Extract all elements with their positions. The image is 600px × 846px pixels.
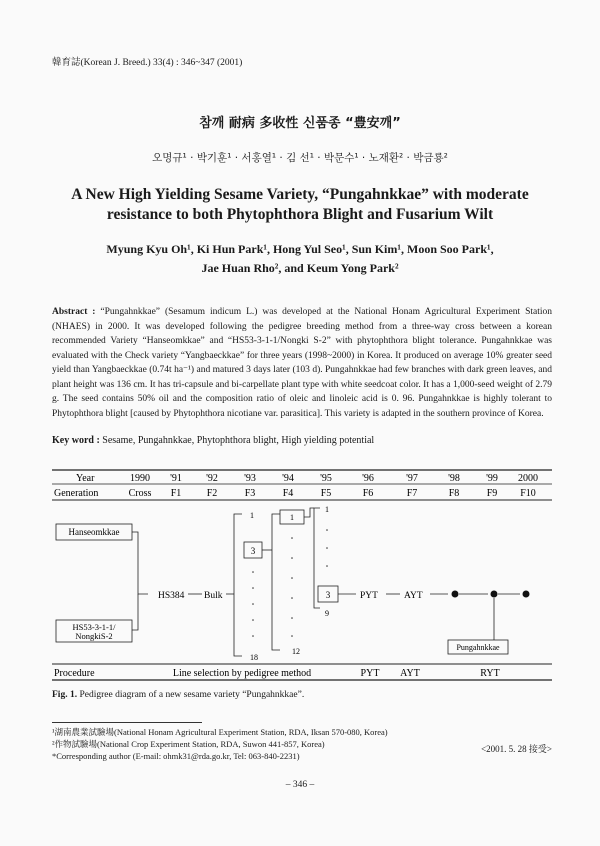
korean-title: 참깨 耐病 多收性 신품종 “豊安깨”	[199, 116, 401, 131]
page-number: – 346 –	[285, 780, 315, 790]
f10-node	[523, 591, 530, 598]
generation-4: F4	[282, 488, 294, 499]
parent2-line2: NongkiS-2	[75, 631, 113, 641]
keywords	[52, 435, 552, 446]
generation-label: Generation	[54, 488, 99, 499]
hs384-label: HS384	[158, 591, 185, 601]
abstract	[52, 305, 552, 421]
year-label: Year	[76, 473, 95, 484]
year-2: '92	[206, 473, 218, 484]
figure-caption-text: Pedigree diagram of a new sesame variety “Pungahnkkae”.	[77, 690, 305, 700]
year-0: 1990	[130, 473, 150, 484]
figure-caption-label: Fig. 1.	[52, 690, 78, 700]
n18-f3: 18	[250, 653, 258, 662]
year-10: 2000	[518, 473, 538, 484]
pedigree-svg	[52, 468, 552, 688]
n9-f5: 9	[325, 609, 329, 618]
generation-10: F10	[520, 488, 536, 499]
authors-line1: Myung Kyu Oh¹, Ki Hun Park¹, Hong Yul Seo¹, Sun Kim¹, Moon Soo Park¹,	[106, 242, 494, 256]
year-6: '96	[362, 473, 374, 484]
parent2-line1: HS53-3-1-1/	[72, 622, 116, 632]
n3-f5: 3	[325, 590, 331, 600]
english-title-line1: A New High Yielding Sesame Variety, “Pungahnkkae” with moderate	[71, 186, 529, 203]
bulk-label: Bulk	[204, 591, 223, 601]
footnotes	[52, 726, 388, 762]
english-title-line2: resistance to both Phytophthora Blight and Fusarium Wilt	[106, 206, 494, 223]
n1-f3: 1	[250, 511, 254, 520]
procedure-label: Procedure	[54, 668, 95, 679]
generation-3: F3	[244, 488, 256, 499]
received-date: <2001. 5. 28 接受>	[481, 744, 552, 754]
generation-7: F7	[406, 488, 418, 499]
procedure-pyt: PYT	[360, 668, 380, 679]
english-authors	[60, 240, 540, 278]
footnote-rule	[52, 722, 202, 723]
pedigree-diagram	[52, 468, 552, 688]
result-label: Pungahnkkae	[456, 643, 500, 652]
keyword-text: Sesame, Pungahnkkae, Phytophthora blight, High yielding potential	[99, 435, 375, 446]
journal-citation: 韓育誌(Korean J. Breed.) 33(4) : 346~347 (2001)	[52, 58, 243, 68]
abstract-label: Abstract :	[52, 307, 96, 317]
footnote-2: ²作物試驗場(National Crop Experiment Station, RDA, Suwon 441-857, Korea)	[52, 739, 325, 749]
f8-node	[452, 591, 459, 598]
n3-f3: 3	[250, 546, 256, 556]
footnote-3: *Corresponding author (E-mail: ohmk31@rda.go.kr, Tel: 063-840-2231)	[52, 751, 300, 761]
n1-f5: 1	[325, 505, 329, 514]
generation-9: F9	[486, 488, 498, 499]
korean-authors: 오명규¹ · 박기훈¹ · 서홍열¹ · 김 선¹ · 박문수¹ · 노재환² · 박금룡²	[152, 152, 448, 164]
keyword-label: Key word :	[52, 435, 100, 446]
year-9: '99	[486, 473, 498, 484]
generation-6: F6	[362, 488, 374, 499]
year-1: '91	[170, 473, 182, 484]
generation-8: F8	[448, 488, 460, 499]
year-5: '95	[320, 473, 332, 484]
abstract-text: “Pungahnkkae” (Sesamum indicum L.) was developed at the National Honam Agricultural Experiment Station (NHAES) in 2000. It was developed following the pedigree breeding method from a three-way cross between a korean recommended Variety “Hanseomkkae” and “HS53-3-1-1/Nongki S-2” with phytophthora blight tolerance. Pungahnkkae was evaluated with the Check variety “Yangbaeckkae” for three years (1998~2000) in Korea. It produced on average 10% greater seed yield than Yangbaeckkae (0.74t ha⁻¹) and matured 3 days later (103 d). Pungahnkkae had few branches with dark green leaves, and plant height was 136 cm. It has tri-capsule and bi-carpellate plant type with white seedcoat color. It has a 1,000-seed weight of 2.79 g. The seed contains 50% oil and the composition ratio of oleic and linoleic acid is 0. 96. Pungahnkkae is highly tolerant to Phytophthora blight [caused by Phytophthora nicotiane var. parasitica]. This variety is adapted in the southern province of Korea.	[52, 307, 553, 419]
generation-2: F2	[206, 488, 218, 499]
procedure-ryt: RYT	[480, 668, 500, 679]
n12-f4: 12	[292, 647, 300, 656]
ayt-label: AYT	[404, 591, 423, 601]
pyt-label: PYT	[360, 591, 378, 601]
english-title	[40, 185, 560, 225]
footnote-1: ¹湖南農業試驗場(National Honam Agricultural Experiment Station, RDA, Iksan 570-080, Korea)	[52, 727, 388, 737]
year-8: '98	[448, 473, 460, 484]
year-3: '93	[244, 473, 256, 484]
generation-row	[54, 488, 536, 499]
year-4: '94	[282, 473, 294, 484]
generation-1: F1	[170, 488, 182, 499]
procedure-line: Line selection by pedigree method	[172, 668, 312, 679]
generation-0: Cross	[128, 488, 152, 499]
n1-f4: 1	[290, 513, 294, 522]
year-row	[76, 473, 538, 484]
figure-caption	[52, 690, 304, 700]
year-7: '97	[406, 473, 418, 484]
authors-line2: Jae Huan Rho², and Keum Yong Park²	[201, 261, 399, 275]
generation-5: F5	[320, 488, 332, 499]
f9-node	[491, 591, 498, 598]
parent1-label: Hanseomkkae	[68, 527, 120, 537]
procedure-ayt: AYT	[400, 668, 420, 679]
